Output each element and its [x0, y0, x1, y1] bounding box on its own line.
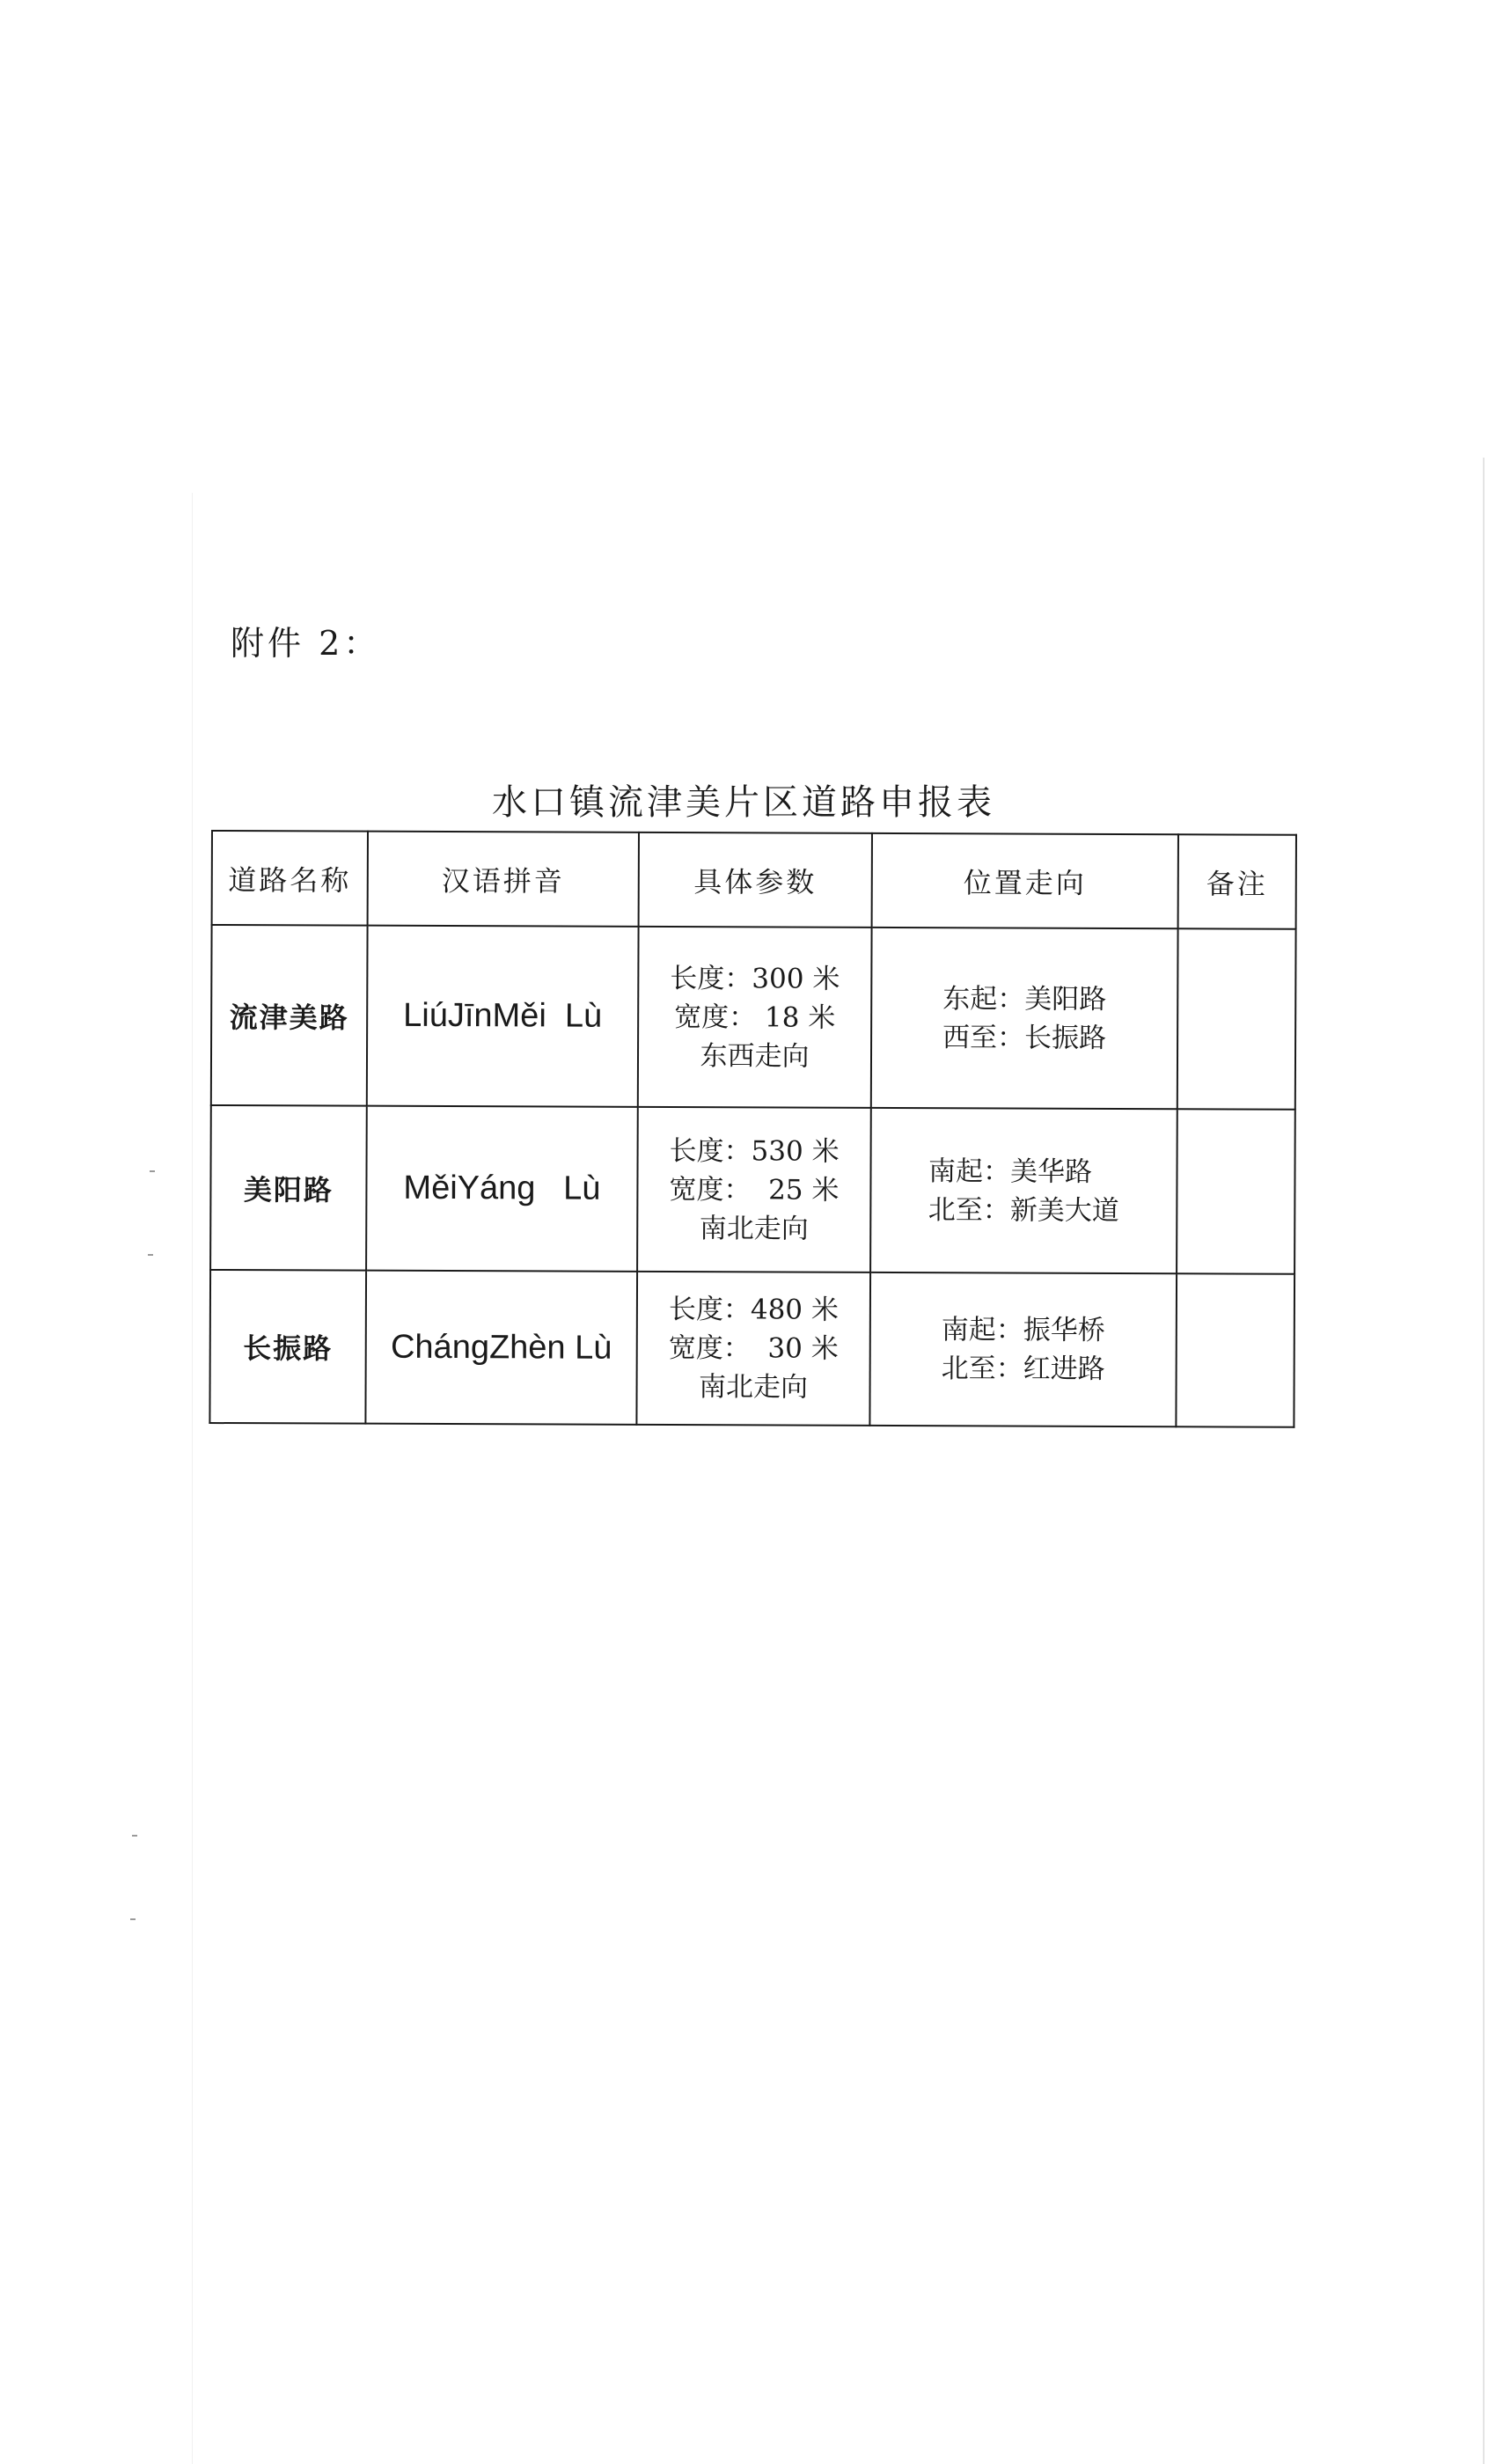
page-title: 水口镇流津美片区道路申报表: [492, 782, 995, 823]
location-start: 东起：美阳路: [942, 982, 1107, 1016]
scan-mark: [130, 1918, 136, 1920]
header-location: 位置走向: [872, 833, 1178, 928]
scan-edge-left: [192, 493, 193, 2464]
attachment-label: 附件 2：: [231, 624, 381, 663]
parameters-cell: [638, 927, 872, 1108]
pinyin-cell: MěiYáng Lù: [366, 1106, 638, 1272]
width-value: 宽度： 30 米: [668, 1332, 839, 1365]
header-pinyin: 汉语拼音: [368, 832, 639, 927]
table-row: [210, 1105, 1295, 1274]
direction-value: 东西走向: [700, 1039, 810, 1073]
location-cell: [869, 1272, 1177, 1426]
pinyin-cell: ChángZhèn Lù: [365, 1271, 637, 1425]
location-end: 北至：新美大道: [928, 1193, 1119, 1227]
location-start: 南起：美华路: [928, 1155, 1093, 1188]
length-value: 长度：300 米: [670, 962, 840, 995]
remark-cell: [1177, 1109, 1295, 1274]
header-parameters: 具体参数: [639, 832, 872, 928]
location-end: 北至：红进路: [941, 1353, 1105, 1385]
scan-mark: [132, 1835, 137, 1837]
pinyin-cell: LiúJīnMěi Lù: [367, 926, 639, 1107]
road-name-cell: 长振路: [209, 1270, 366, 1424]
road-name-cell: 流津美路: [211, 925, 368, 1106]
width-value: 宽度： 18 米: [674, 1001, 836, 1034]
scan-mark: [148, 1254, 153, 1256]
table-header-row: [212, 831, 1296, 929]
scan-edge-right: [1483, 458, 1485, 2464]
parameters-cell: [636, 1272, 870, 1426]
length-value: 长度：530 米: [669, 1134, 840, 1168]
road-declaration-table: [209, 830, 1297, 1428]
location-cell: [871, 928, 1178, 1109]
road-name-cell: 美阳路: [210, 1105, 367, 1271]
length-value: 长度：480 米: [668, 1294, 839, 1326]
table-row: [211, 925, 1296, 1110]
width-value: 宽度： 25 米: [669, 1173, 840, 1206]
parameters-cell: [637, 1107, 871, 1272]
header-remark: 备注: [1178, 834, 1296, 929]
direction-value: 南北走向: [699, 1371, 809, 1404]
remark-cell: [1177, 928, 1296, 1110]
remark-cell: [1176, 1273, 1294, 1427]
table-row: [209, 1270, 1294, 1427]
location-start: 南起：振华桥: [941, 1314, 1105, 1346]
location-cell: [870, 1108, 1177, 1273]
header-road-name: 道路名称: [212, 831, 368, 926]
location-end: 西至：长振路: [942, 1021, 1107, 1054]
scan-mark: [150, 1170, 155, 1172]
direction-value: 南北走向: [699, 1212, 809, 1245]
